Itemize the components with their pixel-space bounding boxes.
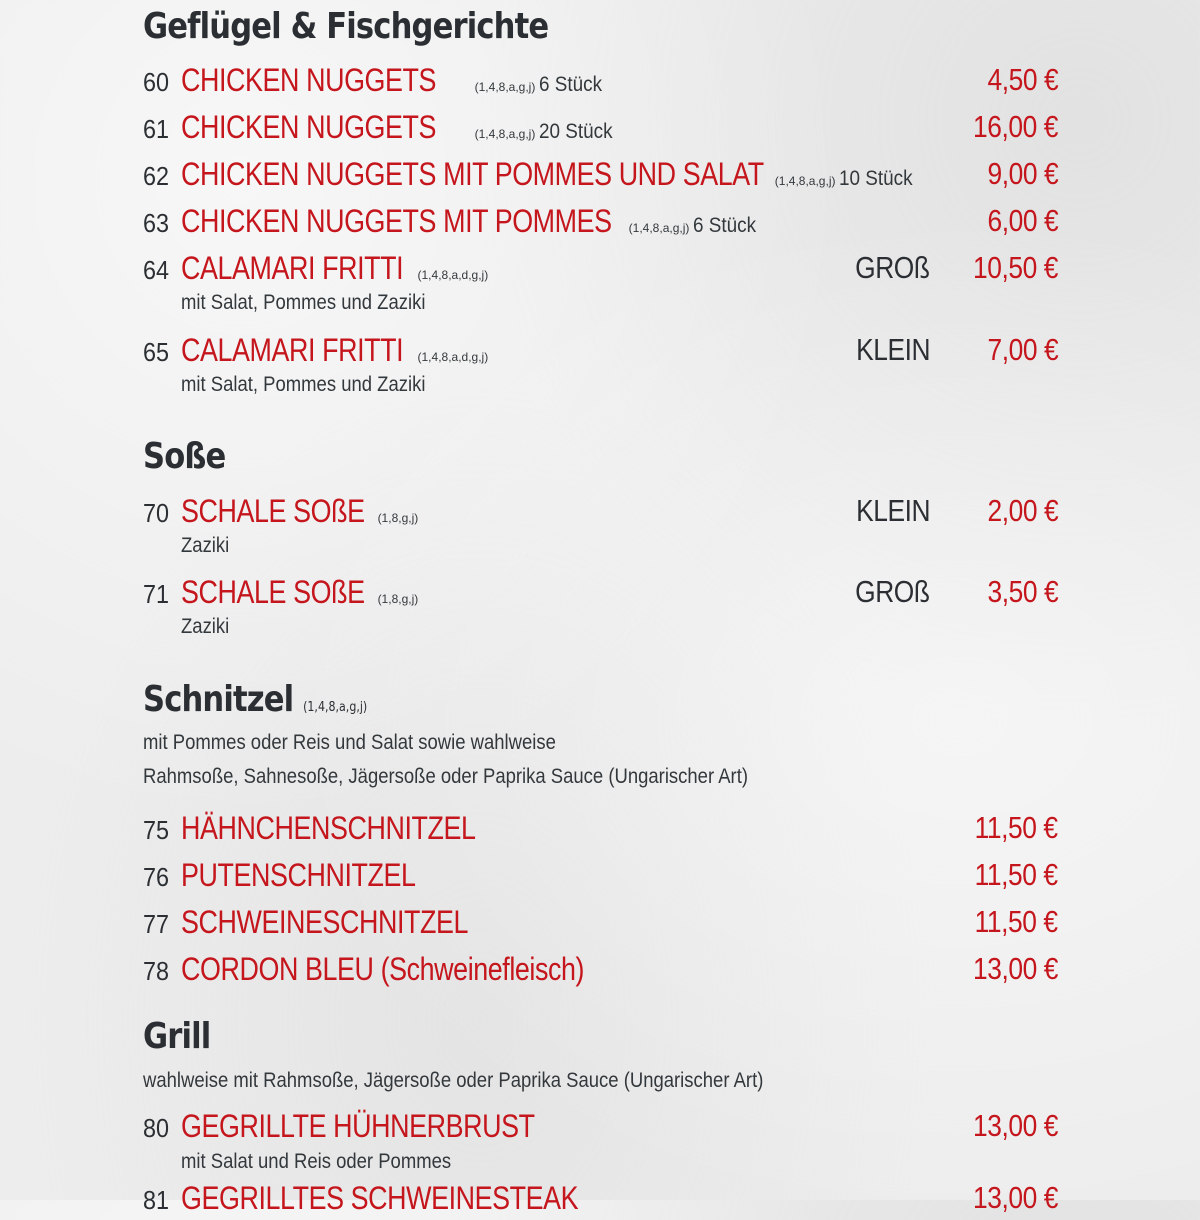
menu-item-75[interactable] <box>143 810 1058 850</box>
item-name: CHICKEN NUGGETS <box>181 62 437 98</box>
item-price: 11,50 € <box>975 810 1058 845</box>
menu-item-70[interactable] <box>143 493 1058 533</box>
item-number: 60 <box>143 67 170 97</box>
item-quantity: 20 Stück <box>539 120 613 143</box>
menu-item-77[interactable] <box>143 904 1058 944</box>
item-number: 63 <box>143 208 170 238</box>
item-price: 11,50 € <box>975 904 1058 939</box>
item-description: mit Salat, Pommes und Zaziki <box>181 291 426 314</box>
item-allergens: (1,4,8,a,g,j) <box>774 174 836 188</box>
item-size: GROß <box>855 574 930 609</box>
item-number: 71 <box>143 579 170 609</box>
item-number: 75 <box>143 815 170 845</box>
item-name: SCHALE SOßE <box>181 574 365 610</box>
menu-item-60[interactable] <box>143 62 1058 102</box>
item-name: CHICKEN NUGGETS <box>181 109 437 145</box>
item-allergens: (1,4,8,a,d,g,j) <box>417 268 489 282</box>
section-note: mit Pommes oder Reis und Salat sowie wahlweise <box>143 731 556 754</box>
item-price: 3,50 € <box>987 574 1058 609</box>
item-price: 16,00 € <box>973 109 1058 144</box>
section-title-grill: Grill <box>143 1016 211 1057</box>
item-allergens: (1,4,8,a,g,j) <box>474 80 536 94</box>
item-price: 4,50 € <box>987 62 1058 97</box>
item-name: CHICKEN NUGGETS MIT POMMES UND SALAT <box>181 156 764 192</box>
item-name: CALAMARI FRITTI <box>181 332 404 368</box>
item-description: mit Salat und Reis oder Pommes <box>181 1150 452 1173</box>
section-note: wahlweise mit Rahmsoße, Jägersoße oder Paprika Sauce (Ungarischer Art) <box>143 1069 764 1092</box>
menu-item-78[interactable] <box>143 951 1058 991</box>
item-name: SCHALE SOßE <box>181 493 365 529</box>
item-price: 9,00 € <box>987 156 1058 191</box>
menu-item-81[interactable] <box>143 1180 1058 1220</box>
item-price: 6,00 € <box>987 203 1058 238</box>
item-description: mit Salat, Pommes und Zaziki <box>181 373 426 396</box>
item-number: 70 <box>143 498 170 528</box>
item-name: GEGRILLTES SCHWEINESTEAK <box>181 1180 579 1216</box>
menu-item-64[interactable] <box>143 250 1058 290</box>
menu-item-80[interactable] <box>143 1108 1058 1148</box>
item-number: 62 <box>143 161 170 191</box>
item-number: 77 <box>143 909 170 939</box>
item-number: 76 <box>143 862 170 892</box>
section-title-sosse: Soße <box>143 436 226 477</box>
item-allergens: (1,4,8,a,g,j) <box>628 221 690 235</box>
menu-item-61[interactable] <box>143 109 1058 149</box>
section-title-schnitzel <box>143 679 367 720</box>
item-name: CALAMARI FRITTI <box>181 250 404 286</box>
item-name: CORDON BLEU (Schweinefleisch) <box>181 951 585 987</box>
section-title-text: Schnitzel <box>143 679 294 720</box>
item-price: 13,00 € <box>973 1180 1058 1215</box>
item-name: GEGRILLTE HÜHNERBRUST <box>181 1108 535 1144</box>
item-price: 13,00 € <box>973 951 1058 986</box>
item-quantity: 6 Stück <box>693 214 757 237</box>
section-title-gefluegel: Geflügel & Fischgerichte <box>143 6 549 47</box>
item-price: 11,50 € <box>975 857 1058 892</box>
item-price: 2,00 € <box>987 493 1058 528</box>
item-number: 64 <box>143 255 170 285</box>
item-name: SCHWEINESCHNITZEL <box>181 904 469 940</box>
item-price: 10,50 € <box>973 250 1058 285</box>
section-note: Rahmsoße, Sahnesoße, Jägersoße oder Paprika Sauce (Ungarischer Art) <box>143 765 748 788</box>
item-name: HÄHNCHENSCHNITZEL <box>181 810 476 846</box>
item-number: 80 <box>143 1113 170 1143</box>
item-size: KLEIN <box>855 332 930 367</box>
item-name: CHICKEN NUGGETS MIT POMMES <box>181 203 612 239</box>
item-number: 78 <box>143 956 170 986</box>
item-size: GROß <box>855 250 930 285</box>
menu-item-63[interactable] <box>143 203 1058 243</box>
item-quantity: 6 Stück <box>539 73 603 96</box>
menu-item-65[interactable] <box>143 332 1058 372</box>
item-price: 13,00 € <box>973 1108 1058 1143</box>
item-quantity: 10 Stück <box>839 167 914 190</box>
menu-item-71[interactable] <box>143 574 1058 614</box>
item-size: KLEIN <box>855 493 930 528</box>
item-allergens: (1,4,8,a,g,j) <box>474 127 536 141</box>
item-description: Zaziki <box>181 534 230 557</box>
item-allergens: (1,8,g,j) <box>377 592 419 606</box>
item-name: PUTENSCHNITZEL <box>181 857 416 893</box>
item-allergens: (1,4,8,a,d,g,j) <box>417 350 489 364</box>
section-allergens: (1,4,8,a,g,j) <box>303 700 368 715</box>
menu-item-76[interactable] <box>143 857 1058 897</box>
item-number: 65 <box>143 337 170 367</box>
item-number: 61 <box>143 114 170 144</box>
item-number: 81 <box>143 1185 170 1215</box>
item-description: Zaziki <box>181 615 230 638</box>
item-allergens: (1,8,g,j) <box>377 511 419 525</box>
menu-item-62[interactable] <box>143 156 1058 196</box>
item-price: 7,00 € <box>987 332 1058 367</box>
